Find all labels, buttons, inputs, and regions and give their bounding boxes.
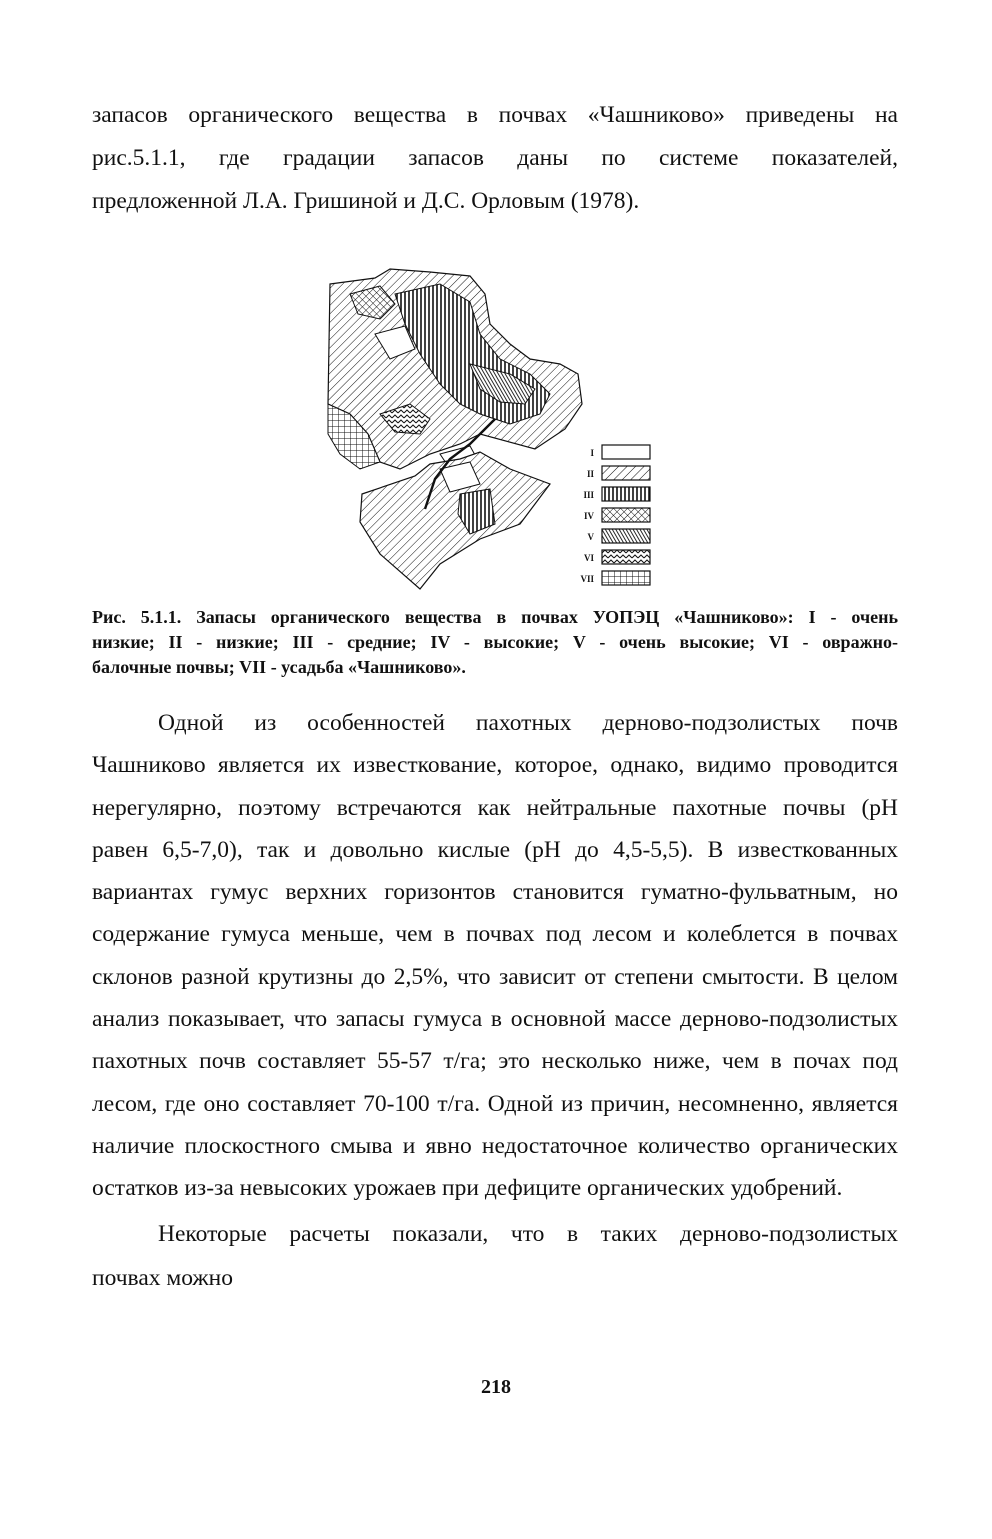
caption-line: балочные почвы; VII - усадьба «Чашниково».: [92, 657, 466, 677]
legend-label-ii: II: [586, 469, 594, 479]
text-line: анализ показывает, что запасы гумуса в основной массе дерново-подзолистых: [92, 1006, 898, 1033]
legend-label-v: V: [587, 532, 594, 542]
text-line: содержание гумуса меньше, чем в почвах под лесом и колеблется в почвах: [92, 921, 898, 948]
page-number: 218: [481, 1376, 511, 1398]
text-line: предложенной Л.А. Гришиной и Д.С. Орловым (1978).: [92, 188, 640, 214]
text-line: вариантах гумус верхних горизонтов становится гуматно-фульватным, но: [92, 879, 898, 906]
text-line: запасов органического вещества в почвах «Чашниково» приведены на: [92, 102, 898, 128]
legend-label-vi: VI: [583, 553, 594, 563]
map-legend: [580, 445, 650, 585]
text-line: Чашниково является их известкование, которое, однако, видимо проводится: [92, 752, 898, 779]
soil-organic-matter-map-figure: [320, 264, 660, 594]
text-line: почвах можно: [92, 1265, 233, 1291]
text-line: Одной из особенностей пахотных дерново-подзолистых почв: [158, 710, 898, 736]
text-line: наличие плоскостного смыва и явно недостаточное количество органических: [92, 1132, 898, 1159]
text-line: Некоторые расчеты показали, что в таких дерново-подзолистых: [158, 1221, 898, 1247]
text-line: склонов разной крутизны до 2,5%, что зависит от степени смытости. В целом: [92, 963, 898, 990]
body-paragraph-2: [92, 1212, 898, 1300]
text-line: пахотных почв составляет 55-57 т/га; это несколько ниже, чем в почах под: [92, 1048, 898, 1075]
intro-paragraph: [92, 94, 898, 223]
legend-label-iii: III: [583, 490, 594, 500]
text-line: остатков из-за невысоких урожаев при дефиците органических удобрений.: [92, 1175, 843, 1202]
soil-map-drawing: [320, 264, 660, 594]
text-line: равен 6,5-7,0), так и довольно кислые (pH до 4,5-5,5). В известкованных: [92, 836, 898, 863]
body-paragraph-1: [92, 702, 898, 1210]
text-line: лесом, где оно составляет 70-100 т/га. Одной из причин, несомненно, является: [92, 1090, 898, 1117]
figure-caption: [92, 605, 898, 680]
text-line: нерегулярно, поэтому встречаются как нейтральные пахотные почвы (pH: [92, 794, 898, 821]
legend-label-vii: VII: [580, 574, 594, 584]
caption-line: низкие; II - низкие; III - средние; IV - высокие; V - очень высокие; VI - овражно-: [92, 632, 898, 652]
legend-label-i: I: [590, 448, 594, 458]
legend-label-iv: IV: [583, 511, 594, 521]
caption-line: Рис. 5.1.1. Запасы органического вещества в почвах УОПЭЦ «Чашниково»: I - очень: [92, 607, 898, 627]
text-line: рис.5.1.1, где градации запасов даны по системе показателей,: [92, 145, 898, 171]
